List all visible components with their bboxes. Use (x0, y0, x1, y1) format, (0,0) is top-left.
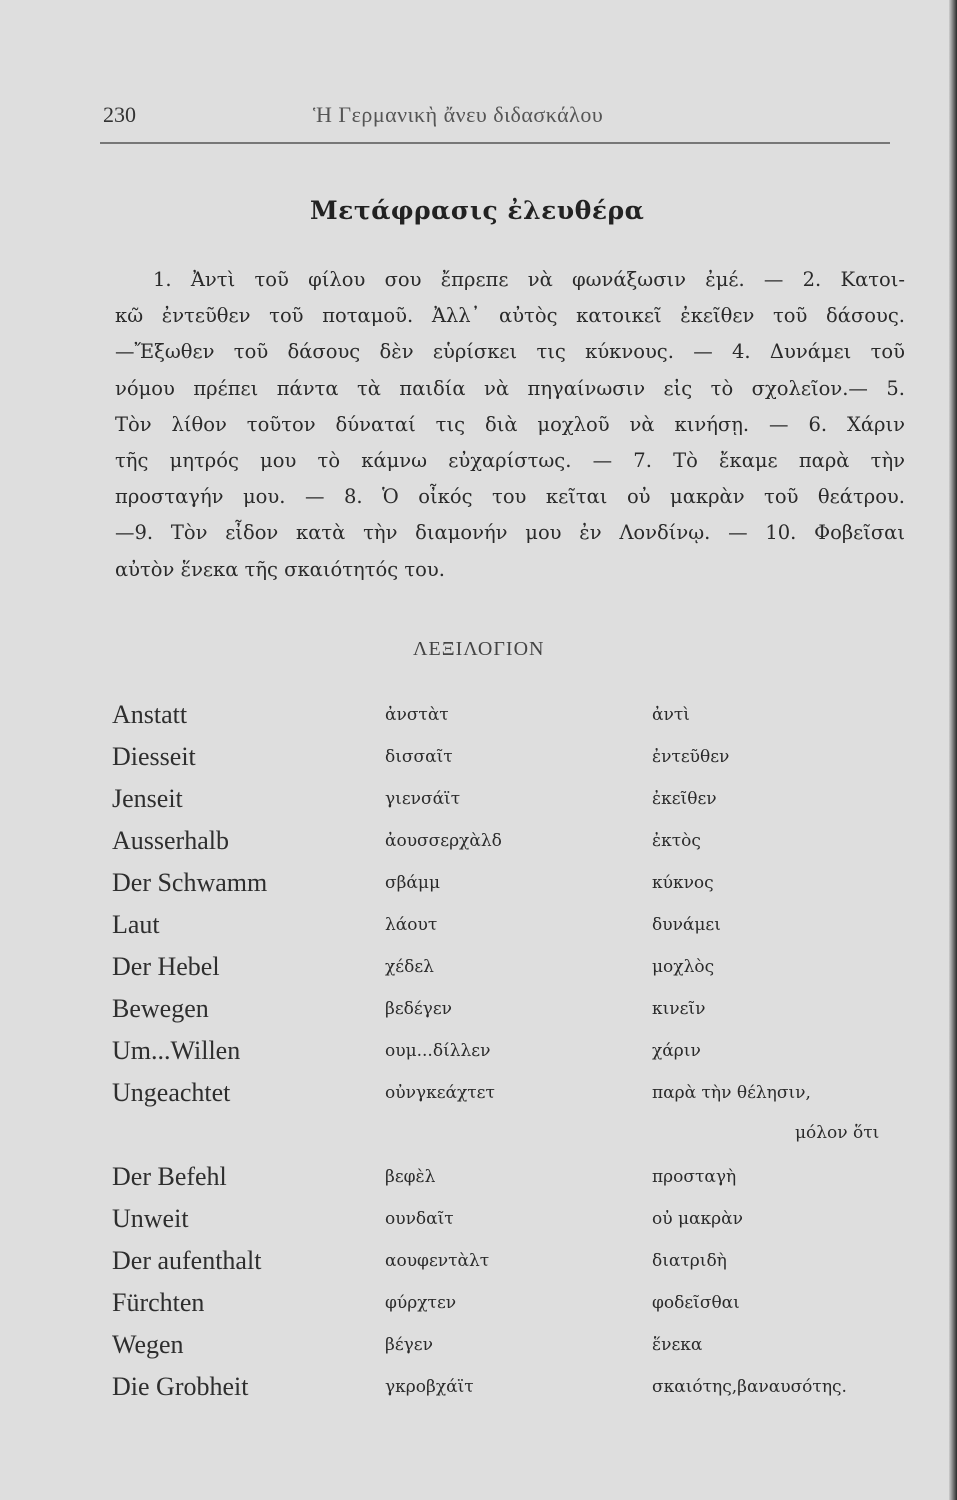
vocab-transliteration: ουνδαῖτ (385, 1209, 454, 1229)
exercise-line: Τὸν λίθον τοῦτον δύναταί τις διὰ μοχλοῦ νὰ κινήσῃ. — 6. Χάριν (115, 412, 905, 436)
vocab-row (0, 994, 957, 1034)
vocab-greek: οὐ μακρὰν (652, 1209, 743, 1229)
vocab-transliteration: χέδελ (385, 957, 434, 977)
vocab-greek-continuation: μόλον ὅτι (795, 1123, 880, 1143)
vocab-transliteration: γκροβχάϊτ (385, 1377, 474, 1397)
header-rule (100, 142, 890, 144)
exercise-line: νόμου πρέπει πάντα τὰ παιδία νὰ πηγαίνωσιν εἰς τὸ σχολεῖον.— 5. (115, 376, 905, 400)
vocab-german: Der Befehl (112, 1162, 227, 1191)
exercise-line: αὐτὸν ἕνεκα τῆς σκαιότητός του. (115, 557, 445, 581)
vocab-row (0, 1078, 957, 1160)
vocab-german: Ungeachtet (112, 1078, 231, 1107)
exercise-line: προσταγήν μου. — 8. Ὁ οἶκός του κεῖται οὐ μακρὰν τοῦ θεάτρου. (115, 485, 905, 509)
vocab-german: Wegen (112, 1330, 184, 1359)
vocab-greek: ἀντὶ (652, 705, 690, 725)
vocab-german: Fürchten (112, 1288, 205, 1317)
vocab-german: Laut (112, 910, 160, 939)
vocab-row (0, 1246, 957, 1286)
vocab-greek: κύκνος (652, 873, 714, 893)
exercise-line: τῆς μητρός μου τὸ κάμνω εὐχαρίστως. — 7. Τὸ ἔκαμε παρὰ τὴν (115, 449, 905, 473)
vocab-transliteration: ἀνστὰτ (385, 705, 449, 725)
vocab-row (0, 1162, 957, 1202)
vocab-row (0, 742, 957, 782)
vocab-transliteration: ουμ...δίλλεν (385, 1041, 491, 1061)
exercise-line: κῶ ἐντεῦθεν τοῦ ποταμοῦ. Ἀλλ᾽ αὐτὸς κατοικεῖ ἐκεῖθεν τοῦ δάσους. (115, 304, 905, 328)
vocab-greek: ἐκεῖθεν (652, 789, 717, 809)
exercise-paragraph (115, 262, 905, 588)
vocab-row (0, 868, 957, 908)
vocab-transliteration: γιενσάϊτ (385, 789, 461, 809)
vocab-row (0, 1372, 957, 1412)
vocab-transliteration: φύρχτεν (385, 1293, 457, 1313)
vocab-greek: φοδεῖσθαι (652, 1293, 740, 1313)
vocab-row (0, 1330, 957, 1370)
exercise-line: —Ἔξωθεν τοῦ δάσους δὲν εὑρίσκει τις κύκνους. — 4. Δυνάμει τοῦ (115, 340, 905, 364)
vocab-transliteration: οὐνγκεάχτετ (385, 1083, 495, 1103)
vocab-transliteration: αουφεντὰλτ (385, 1251, 490, 1271)
vocab-greek: παρὰ τὴν θέλησιν, (652, 1083, 811, 1103)
page-header (103, 102, 903, 138)
vocab-greek: προσταγὴ (652, 1167, 737, 1187)
vocab-german: Anstatt (112, 700, 188, 729)
vocab-transliteration: λάουτ (385, 915, 438, 935)
vocab-german: Der Schwamm (112, 868, 268, 897)
vocab-greek: δυνάμει (652, 915, 721, 935)
section-title: Μετάφρασις ἐλευθέρα (310, 196, 645, 225)
vocab-greek: διατριδὴ (652, 1251, 727, 1271)
vocab-german: Der aufenthalt (112, 1246, 262, 1275)
vocab-transliteration: βέγεν (385, 1335, 433, 1355)
vocab-german: Der Hebel (112, 952, 220, 981)
vocab-greek: ἐκτὸς (652, 831, 701, 851)
vocab-german: Ausserhalb (112, 826, 229, 855)
vocab-greek: μοχλὸς (652, 957, 715, 977)
vocab-transliteration: βεδέγεν (385, 999, 452, 1019)
vocab-transliteration: ἀουσσερχὰλδ (385, 831, 502, 851)
vocab-transliteration: βεφὲλ (385, 1167, 436, 1187)
vocab-transliteration: σβάμμ (385, 873, 441, 893)
vocab-greek: κινεῖν (652, 999, 706, 1019)
vocab-row (0, 910, 957, 950)
vocab-row (0, 784, 957, 824)
vocab-greek: ἕνεκα (652, 1335, 703, 1355)
vocab-german: Diesseit (112, 742, 196, 771)
vocab-row (0, 700, 957, 740)
vocab-transliteration: δισσαῖτ (385, 747, 453, 767)
vocab-row (0, 1036, 957, 1076)
vocab-german: Um...Willen (112, 1036, 241, 1065)
exercise-line: 1. Ἀντὶ τοῦ φίλου σου ἔπρεπε νὰ φωνάξωσιν ἐμέ. — 2. Κατοι- (153, 268, 905, 291)
vocab-row (0, 1204, 957, 1244)
vocab-row (0, 952, 957, 992)
vocab-greek: ἐντεῦθεν (652, 747, 730, 767)
vocab-greek: σκαιότης,βαναυσότης. (652, 1377, 847, 1397)
vocab-german: Bewegen (112, 994, 209, 1023)
vocab-row (0, 826, 957, 866)
vocab-german: Die Grobheit (112, 1372, 249, 1401)
vocabulary-heading: ΛΕΞΙΛΟΓΙΟΝ (413, 638, 545, 660)
running-title: Ἡ Γερμανικὴ ἄνευ διδασκάλου (313, 102, 604, 127)
vocab-greek: χάριν (652, 1041, 701, 1061)
exercise-line: —9. Τὸν εἶδον κατὰ τὴν διαμονήν μου ἐν Λονδίνῳ. — 10. Φοβεῖσαι (115, 521, 905, 545)
page-number: 230 (103, 102, 136, 127)
vocab-german: Unweit (112, 1204, 189, 1233)
vocab-row (0, 1288, 957, 1328)
vocab-german: Jenseit (112, 784, 183, 813)
